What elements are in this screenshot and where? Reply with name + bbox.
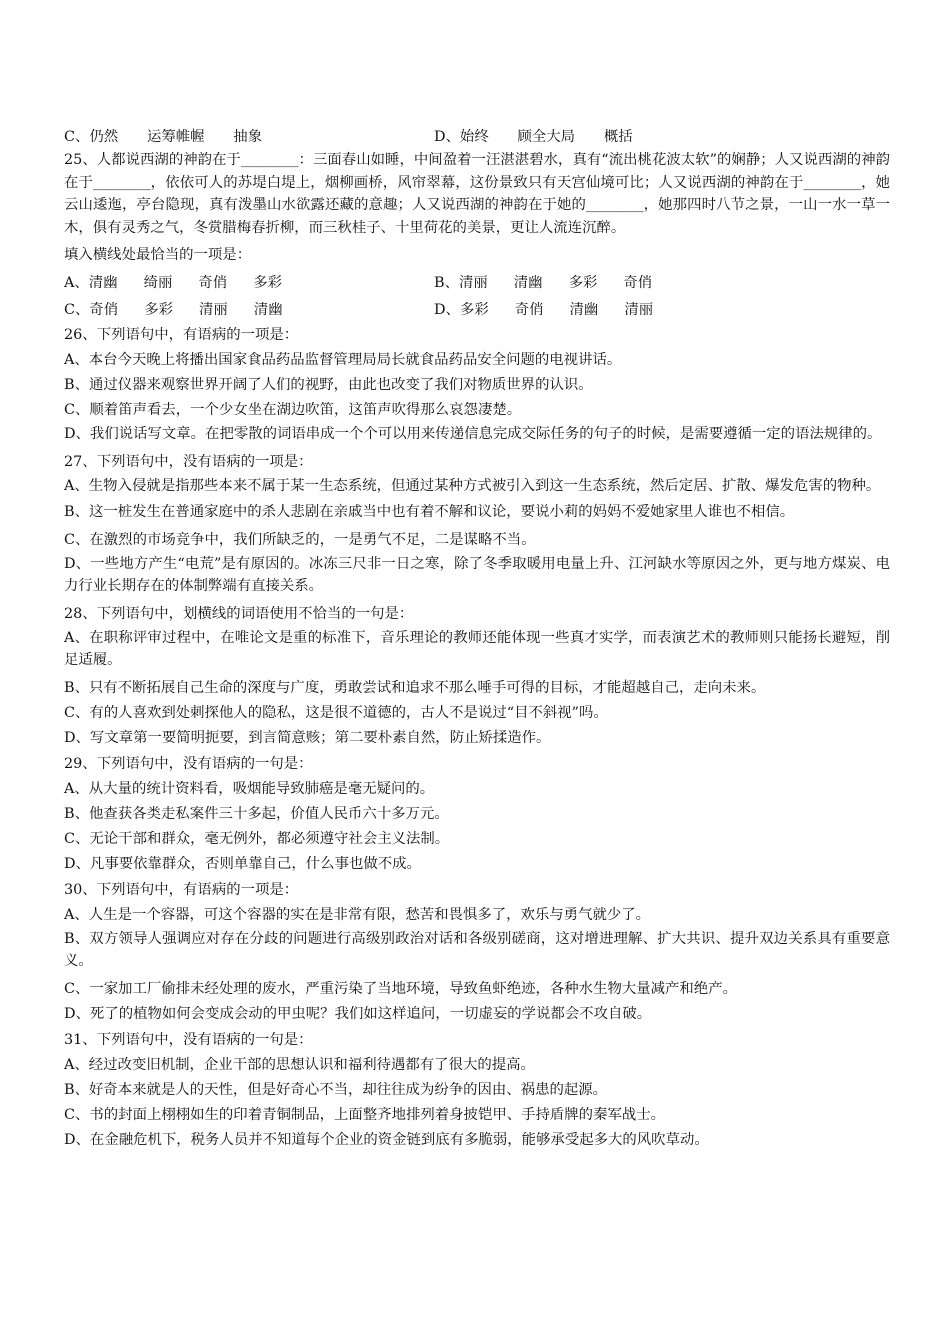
question-29 — [64, 752, 890, 877]
question-25 — [64, 149, 890, 322]
option-letter: D、 — [434, 302, 460, 318]
q28-option-c: C、有的人喜欢到处刺探他人的隐私，这是很不道德的，古人不是说过“目不斜视”吗。 — [64, 704, 608, 721]
option-word: 奇俏 — [623, 275, 653, 291]
question-28 — [64, 602, 890, 751]
q30-option-a: A、人生是一个容器，可这个容器的实在是非常有限，愁苦和畏惧多了，欢乐与勇气就少了。 — [64, 906, 651, 923]
q26-option-c: C、顺着笛声看去，一个少女坐在湖边吹笛，这笛声吹得那么哀怨凄楚。 — [64, 402, 522, 418]
q25-option-d — [434, 298, 804, 319]
q29-option-b: B、他查获各类走私案件三十多起，价值人民币六十多万元。 — [64, 805, 449, 822]
q27-option-a: A、生物入侵就是指那些本来不属于某一生态系统，但通过某种方式被引入到这一生态系统，然后定居、扩散、爆发危害的物种。 — [64, 477, 881, 494]
q29-stem: 29、下列语句中，没有语病的一句是： — [64, 755, 313, 772]
option-word: 清幽 — [88, 275, 118, 291]
q25-prompt: 填入横线处最恰当的一项是： — [64, 247, 252, 263]
option-word: 清丽 — [624, 302, 654, 318]
q27-option-c: C、在激烈的市场竞争中，我们所缺乏的，一是勇气不足，二是谋略不当。 — [64, 531, 536, 548]
option-word: 多彩 — [459, 302, 489, 318]
q25-option-a — [64, 271, 434, 292]
option-word: 奇俏 — [89, 302, 119, 318]
option-word: 奇俏 — [514, 302, 544, 318]
q30-option-d: D、死了的植物如何会变成会动的甲虫呢？我们如这样追问，一切虚妄的学说都会不攻自破。 — [64, 1005, 652, 1022]
q25-options-ab — [64, 268, 890, 295]
q28-option-d: D、写文章第一要简明扼要，到言简意赅；第二要朴素自然，防止矫揉造作。 — [64, 729, 551, 746]
q31-option-b: B、好奇本来就是人的天性，但是好奇心不当，却往往成为纷争的因由、祸患的起源。 — [64, 1081, 608, 1098]
q24-option-c: C、仍然 运筹帷幄 抽象 — [64, 129, 263, 145]
q30-stem: 30、下列语句中，有语病的一项是： — [64, 881, 299, 898]
option-letter: A、 — [64, 275, 89, 291]
q27-option-d: D、一些地方产生“电荒”是有原因的。冰冻三尺非一日之寒，除了冬季取暖用电量上升、江河缺水等原因之外，更与地方煤炭、电力行业长期存在的体制弊端有直接关系。 — [64, 555, 890, 594]
q26-option-a: A、本台今天晚上将播出国家食品药品监督管理局局长就食品药品安全问题的电视讲话。 — [64, 352, 622, 368]
q29-option-c: C、无论干部和群众，毫无例外，都必须遵守社会主义法制。 — [64, 830, 450, 847]
question-27 — [64, 450, 890, 598]
q31-option-d: D、在金融危机下，税务人员并不知道每个企业的资金链到底有多脆弱，能够承受起多大的风吹草动。 — [64, 1131, 709, 1148]
question-26 — [64, 323, 890, 446]
q31-stem: 31、下列语句中，没有语病的一句是： — [64, 1031, 313, 1048]
q26-stem: 26、下列语句中，有语病的一项是： — [64, 327, 299, 343]
q31-option-c: C、书的封面上栩栩如生的印着青铜制品，上面整齐地排列着身披铠甲、手持盾牌的秦军战士。 — [64, 1106, 666, 1123]
q29-option-d: D、凡事要依靠群众，否则单靠自己，什么事也做不成。 — [64, 855, 421, 872]
option-word: 绮丽 — [143, 275, 173, 291]
option-letter: C、 — [64, 302, 90, 318]
q25-stem: 25、人都说西湖的神韵在于________：三面春山如睡，中间盈着一汪湛湛碧水，真有“流出桃花波太软”的娴静；人又说西湖的神韵在于________，依依可人的苏堤白堤上，烟柳画桥，风帘翠幕，这份景致只有天宫仙境可比；人又说西湖的神韵在于________，她云山逶迤，亭台隐现，真有泼墨山水欲露还藏的意趣；人又说西湖的神韵在于她的________，她那四时八节之景，一山一水一草一木，俱有灵秀之气，冬赏腊梅春折柳，而三秋桂子、十里荷花的美景，更让人流连沉醉。 — [64, 152, 890, 236]
option-word: 清丽 — [199, 302, 228, 318]
option-word: 多彩 — [568, 275, 598, 291]
question-31 — [64, 1028, 890, 1153]
option-word: 清幽 — [513, 275, 543, 291]
q29-option-a: A、从大量的统计资料看，吸烟能导致肺癌是毫无疑问的。 — [64, 780, 435, 797]
option-word: 多彩 — [144, 302, 173, 318]
q27-stem: 27、下列语句中，没有语病的一项是： — [64, 453, 313, 470]
option-word: 清丽 — [458, 275, 488, 291]
option-word: 多彩 — [253, 275, 282, 291]
q30-option-c: C、一家加工厂偷排未经处理的废水，严重污染了当地环境，导致鱼虾绝迹，各种水生物大量减产和绝产。 — [64, 980, 737, 997]
exam-page — [64, 122, 890, 1153]
q25-option-c — [64, 298, 434, 319]
option-word: 清幽 — [569, 302, 599, 318]
q24-option-d: D、始终 顾全大局 概括 — [434, 129, 633, 145]
q25-options-cd — [64, 295, 890, 322]
q25-option-b — [434, 271, 804, 292]
q28-option-a: A、在职称评审过程中，在唯论文是重的标准下，音乐理论的教师还能体现一些真才实学，而表演艺术的教师则只能扬长避短，削足适履。 — [64, 629, 890, 668]
q27-option-b: B、这一桩发生在普通家庭中的杀人悲剧在亲戚当中也有着不解和议论，要说小莉的妈妈不爱她家里人谁也不相信。 — [64, 504, 795, 520]
q26-option-d: D、我们说话写文章。在把零散的词语串成一个个可以用来传递信息完成交际任务的句子的时候，是需要遵循一定的语法规律的。 — [64, 426, 882, 442]
q26-option-b: B、通过仪器来观察世界开阔了人们的视野，由此也改变了我们对物质世界的认识。 — [64, 377, 593, 393]
q28-stem: 28、下列语句中，划横线的词语使用不恰当的一句是： — [64, 605, 414, 622]
q24-options-cd — [64, 122, 890, 149]
option-letter: B、 — [434, 275, 459, 291]
option-word: 奇俏 — [198, 275, 228, 291]
question-30 — [64, 878, 890, 1027]
option-word: 清幽 — [253, 302, 283, 318]
q28-option-b: B、只有不断拓展自己生命的深度与广度，勇敢尝试和追求不那么唾手可得的目标，才能超越自己，走向未来。 — [64, 679, 766, 696]
q30-option-b: B、双方领导人强调应对存在分歧的问题进行高级别政治对话和各级别磋商，这对增进理解、扩大共识、提升双边关系具有重要意义。 — [64, 930, 890, 969]
q31-option-a: A、经过改变旧机制，企业干部的思想认识和福利待遇都有了很大的提高。 — [64, 1056, 535, 1073]
